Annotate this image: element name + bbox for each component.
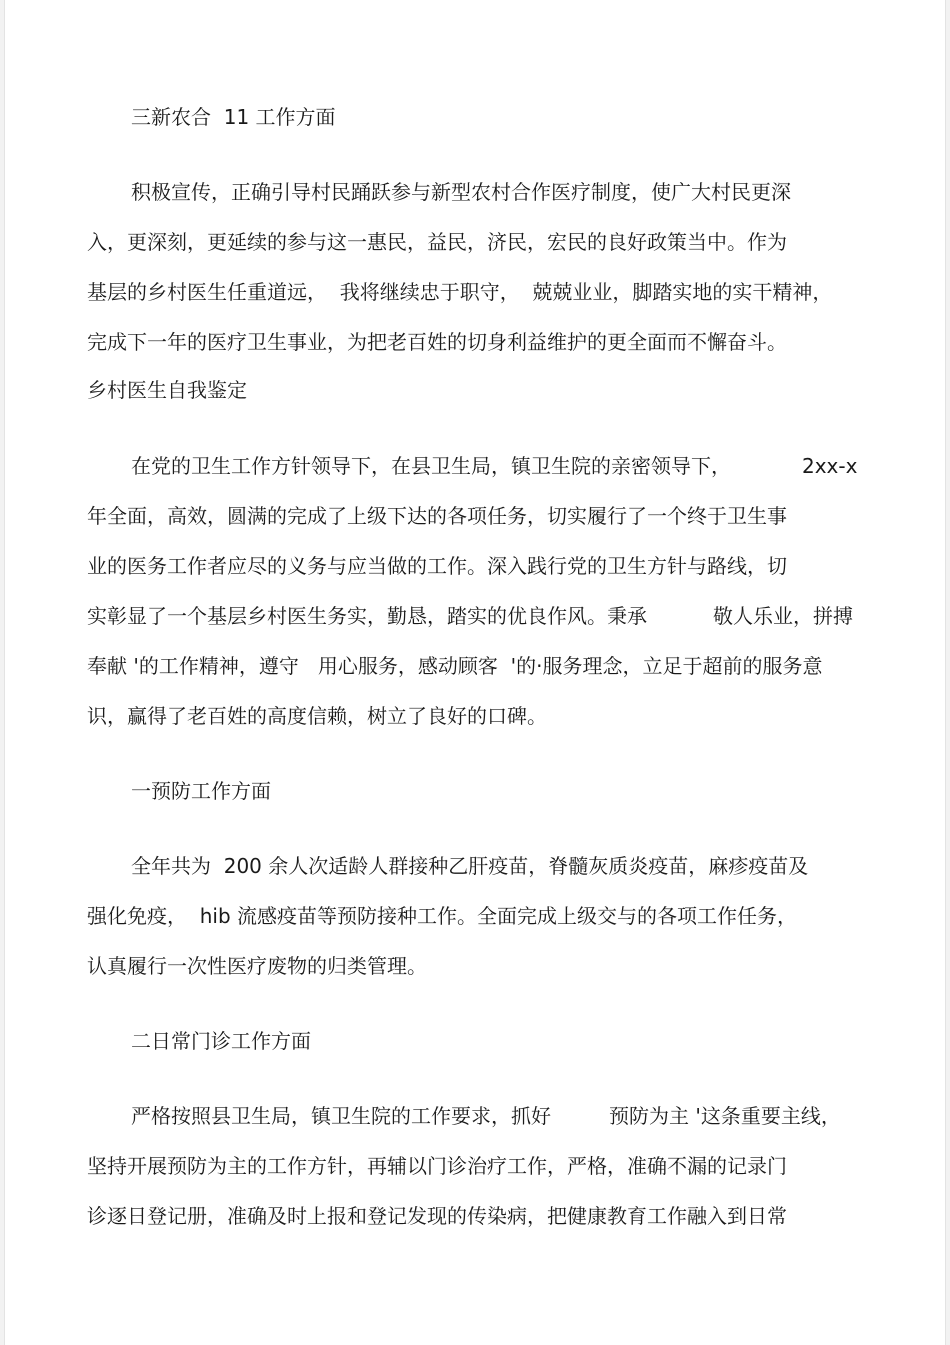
paragraph-line-fragment: 预防为主 '这条重要主线，	[609, 1104, 841, 1128]
paragraph-line: 业的医务工作者应尽的义务与应当做的工作。深入践行党的卫生方针与路线，切	[87, 554, 787, 578]
paragraph-line: 完成下一年的医疗卫生事业，为把老百姓的切身利益维护的更全面而不懈奋斗。	[87, 330, 787, 354]
paragraph-line: 坚持开展预防为主的工作方针，再辅以门诊治疗工作，严格，准确不漏的记录门	[87, 1154, 787, 1178]
paragraph-line: 积极宣传，正确引导村民踊跃参与新型农村合作医疗制度，使广大村民更深	[131, 180, 791, 204]
section-heading-ncms: 三新农合 11 工作方面	[131, 105, 336, 129]
section-heading-outpatient: 二日常门诊工作方面	[131, 1029, 311, 1053]
paragraph-line: 在党的卫生工作方针领导下，在县卫生局，镇卫生院的亲密领导下，	[131, 454, 731, 478]
paragraph-line: 年全面，高效，圆满的完成了上级下达的各项任务，切实履行了一个终于卫生事	[87, 504, 787, 528]
paragraph-line: 认真履行一次性医疗废物的归类管理。	[87, 954, 427, 978]
paragraph-line: 识，赢得了老百姓的高度信赖，树立了良好的口碑。	[87, 704, 547, 728]
paragraph-line-fragment: 敬人乐业，拼搏	[713, 604, 853, 628]
paragraph-line: 严格按照县卫生局，镇卫生院的工作要求，抓好	[131, 1104, 551, 1128]
paragraph-line: 诊逐日登记册，准确及时上报和登记发现的传染病，把健康教育工作融入到日常	[87, 1204, 787, 1228]
year-text: 2xx-x	[802, 454, 858, 478]
paragraph-line: 奉献 '的工作精神，遵守 用心服务，感动顾客 '的·服务理念，立足于超前的服务意	[87, 654, 823, 678]
document-page	[4, 0, 946, 1345]
paragraph-line: 基层的乡村医生任重道远， 我将继续忠于职守， 兢兢业业，脚踏实地的实干精神，	[87, 280, 833, 304]
paragraph-line: 全年共为 200 余人次适龄人群接种乙肝疫苗，脊髓灰质炎疫苗，麻疹疫苗及	[131, 854, 809, 878]
paragraph-line: 实彰显了一个基层乡村医生务实，勤恳，踏实的优良作风。秉承	[87, 604, 647, 628]
document-title: 乡村医生自我鉴定	[87, 378, 247, 402]
paragraph-line: 入，更深刻，更延续的参与这一惠民，益民，济民，宏民的良好政策当中。作为	[87, 230, 787, 254]
paragraph-line: 强化免疫， hib 流感疫苗等预防接种工作。全面完成上级交与的各项工作任务，	[87, 904, 797, 928]
section-heading-prevention: 一预防工作方面	[131, 779, 271, 803]
